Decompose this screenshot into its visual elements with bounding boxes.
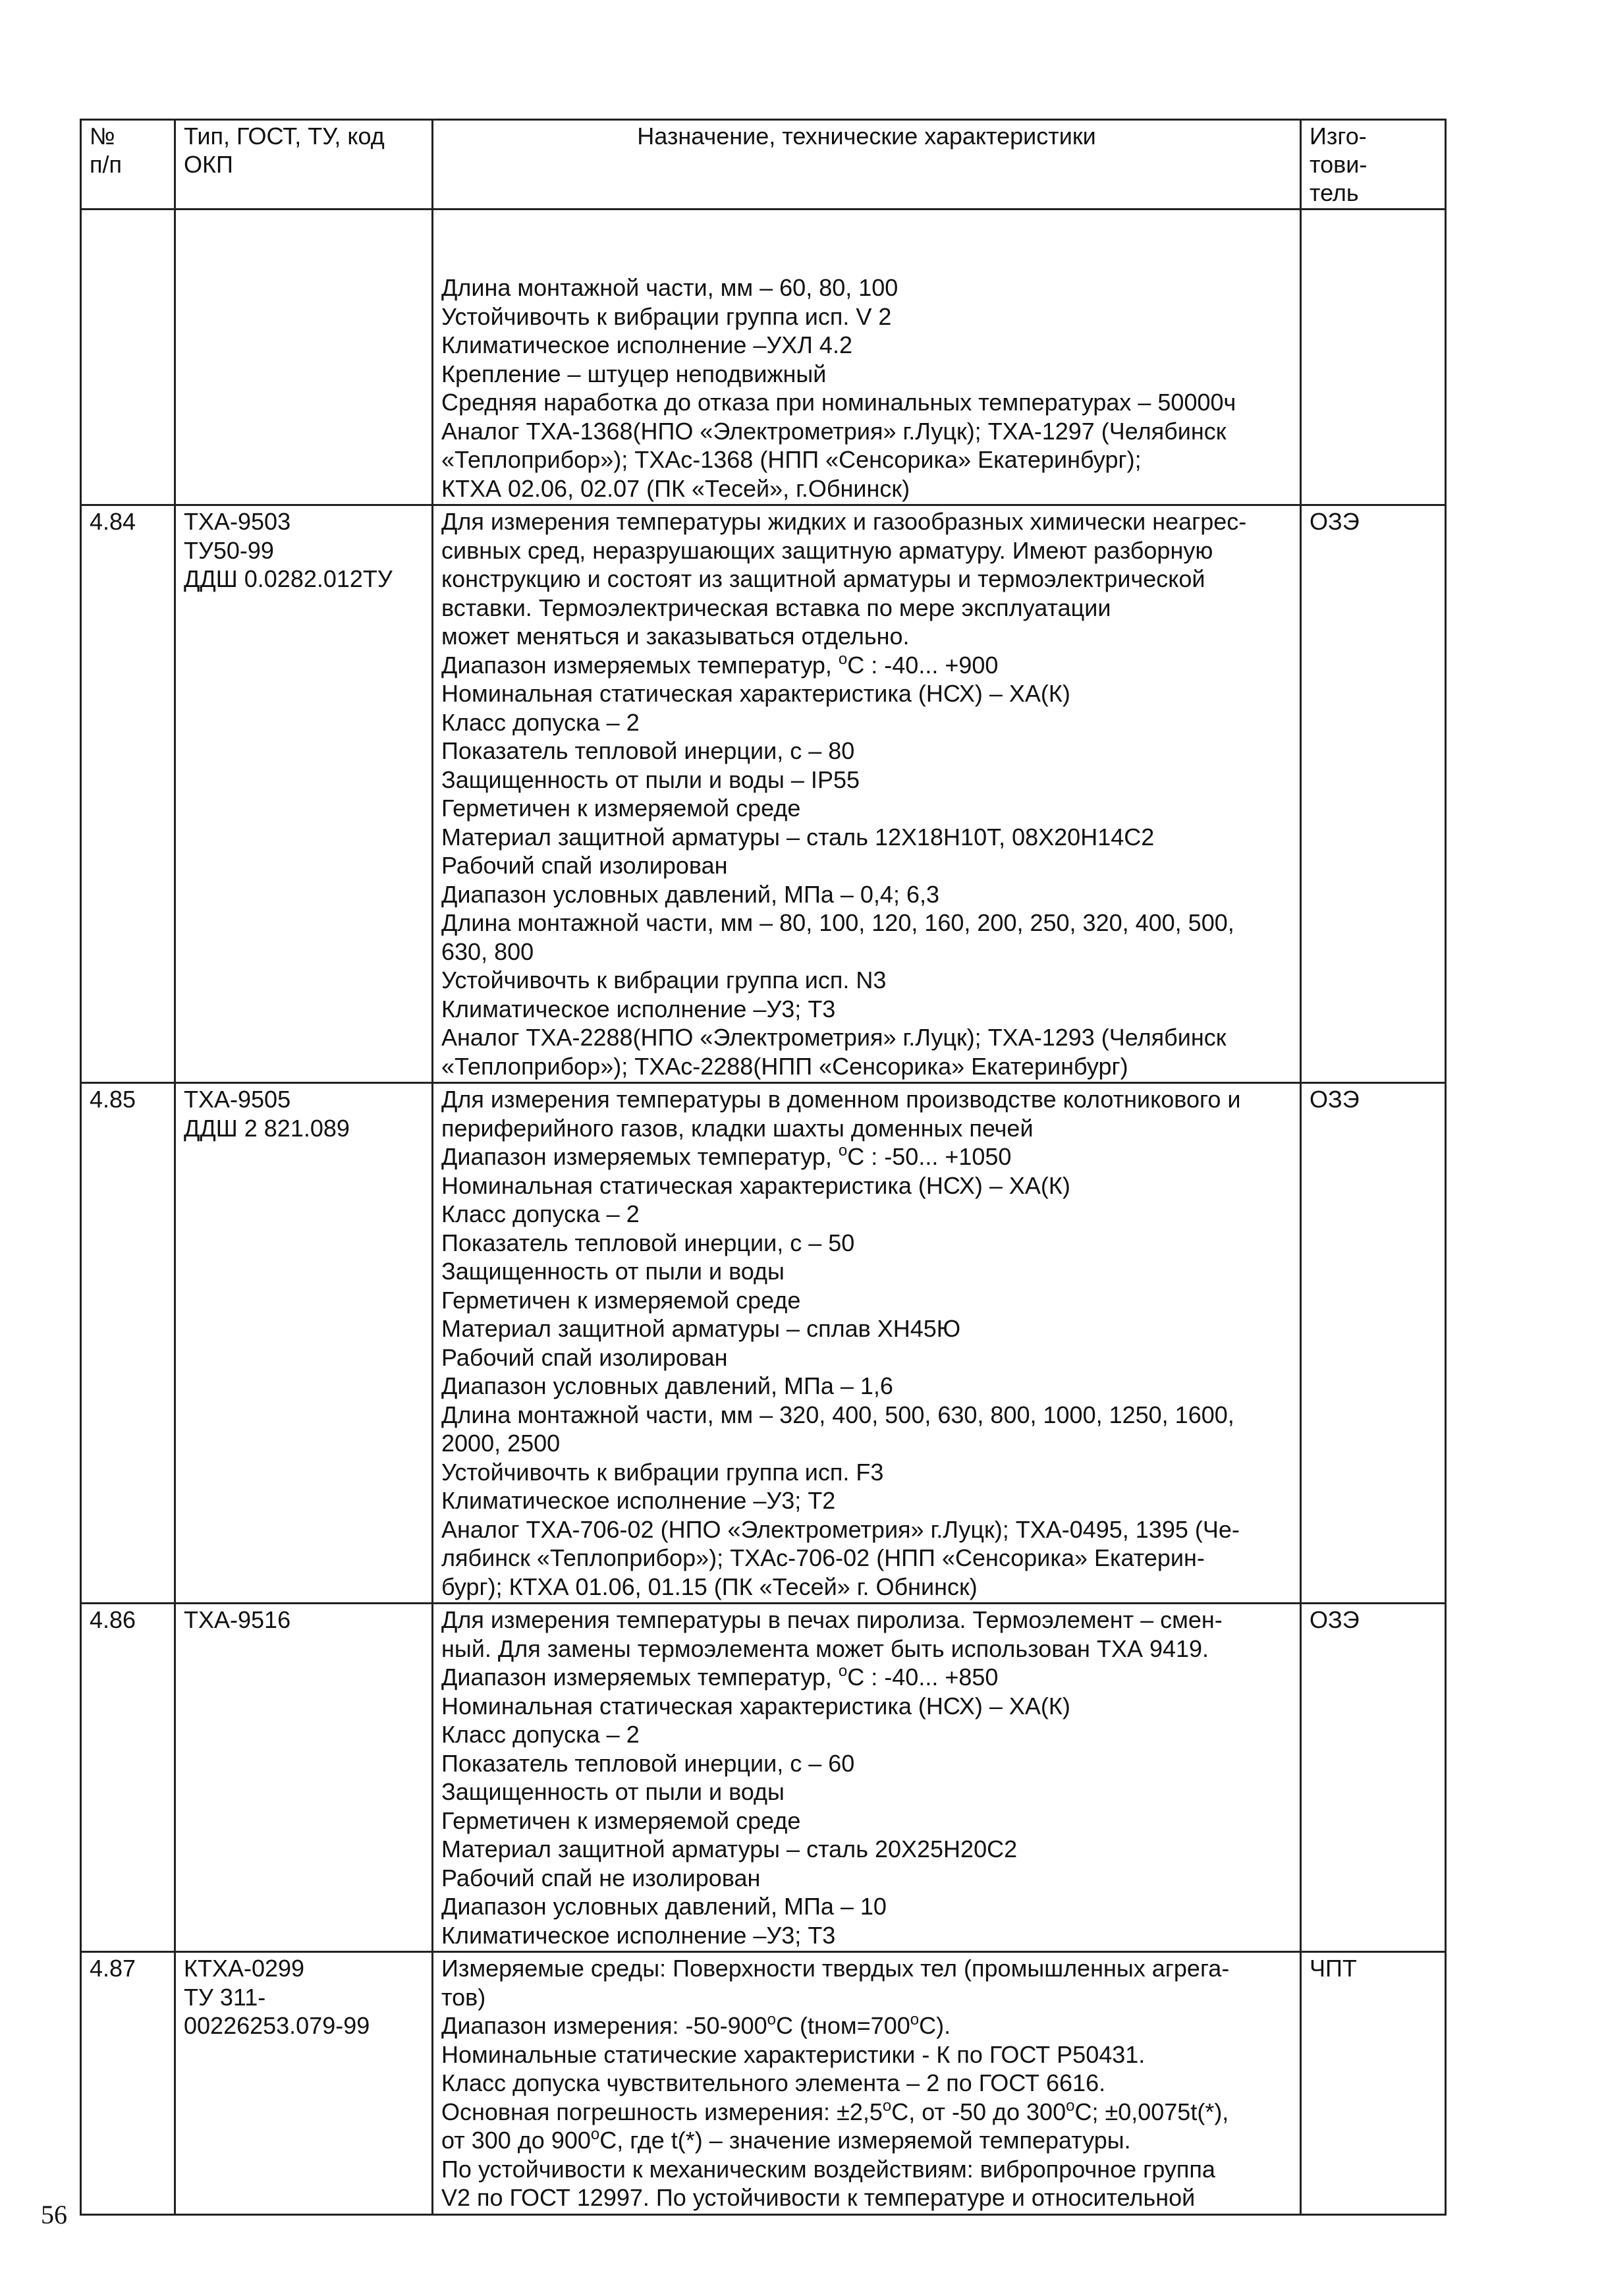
description-line: Рабочий спай изолирован xyxy=(441,852,728,879)
description-line: 630, 800 xyxy=(441,938,534,965)
row-type xyxy=(175,1083,433,1604)
description-line: бург); КТХА 01.06, 01.15 (ПК «Тесей» г. Обнинск) xyxy=(441,1573,978,1600)
table-header-row xyxy=(81,120,1446,210)
row-description xyxy=(433,210,1301,505)
description-line: Для измерения температуры в доменном производстве колотникового и xyxy=(441,1086,1241,1113)
description-line: Диапазон условных давлений, МПа – 10 xyxy=(441,1893,887,1920)
description-line: Показатель тепловой инерции, с – 60 xyxy=(441,1749,855,1777)
description-line: Номинальная статическая характеристика (НСХ) – ХА(К) xyxy=(441,680,1070,707)
row-manufacturer: ОЗЭ xyxy=(1301,505,1446,1083)
table-row xyxy=(81,1952,1446,2215)
table-body xyxy=(81,210,1446,2215)
description-line: Аналог ТХА-1368(НПО «Электрометрия» г.Луцк); ТХА-1297 (Челябинск xyxy=(441,417,1227,445)
row-number: 4.87 xyxy=(81,1952,175,2215)
description-line: Герметичен к измеряемой среде xyxy=(441,1286,801,1314)
description-line: Диапазон измеряемых температур, $^o$С : -50... +1050 xyxy=(441,1142,1012,1170)
description-line: Для измерения температуры в печах пиролиза. Термоэлемент – смен- xyxy=(441,1606,1223,1633)
description-line: Основная погрешность измерения: $\pm 2,5^oС$, от -50 до $300^oС$; ±0,0075t(*), xyxy=(441,2096,1229,2125)
description-line: Крепление – штуцер неподвижный xyxy=(441,360,827,387)
description-line: Герметичен к измеряемой среде xyxy=(441,1806,801,1834)
table-row xyxy=(81,505,1446,1083)
row-number: 4.84 xyxy=(81,505,175,1083)
type-line: ТУ 311- xyxy=(184,1983,266,2011)
row-type xyxy=(175,505,433,1083)
description-line: Устойчивочть к вибрации группа исп. N3 xyxy=(441,966,887,994)
row-type xyxy=(175,210,433,505)
description-line: конструкцию и состоят из защитной арматуры и термоэлектрической xyxy=(441,565,1205,592)
type-line: ТУ50-99 xyxy=(184,536,274,564)
description-line: Защищенность от пыли и воды xyxy=(441,1778,785,1805)
description-line: Средняя наработка до отказа при номинальных температурах – 50000ч xyxy=(441,389,1236,416)
header-description xyxy=(433,120,1301,210)
description-line: Материал защитной арматуры – сталь 12Х18Н10Т, 08Х20Н14С2 xyxy=(441,823,1155,851)
header-number-line: п/п xyxy=(90,151,122,178)
type-line: ДДШ 0.0282.012ТУ xyxy=(184,565,393,592)
header-type-line: ОКП xyxy=(184,151,233,178)
description-line: Герметичен к измеряемой среде xyxy=(441,795,801,822)
row-manufacturer xyxy=(1301,210,1446,505)
row-description xyxy=(433,505,1301,1083)
row-number: 4.85 xyxy=(81,1083,175,1604)
row-number xyxy=(81,210,175,505)
description-line: ный. Для замены термоэлемента может быть использован ТХА 9419. xyxy=(441,1635,1209,1662)
description-line: Рабочий спай не изолирован xyxy=(441,1864,761,1891)
description-line: Номинальная статическая характеристика (НСХ) – ХА(К) xyxy=(441,1692,1070,1720)
description-line: Диапазон условных давлений, МПа – 0,4; 6,3 xyxy=(441,880,939,908)
type-line: 00226253.079-99 xyxy=(184,2012,370,2039)
header-type xyxy=(175,120,433,210)
header-number xyxy=(81,120,175,210)
description-line: Измеряемые среды: Поверхности твердых тел (промышленных агрега- xyxy=(441,1955,1230,1982)
description-line: Класс допуска чувствительного элемента – 2 по ГОСТ 6616. xyxy=(441,2069,1106,2096)
header-manufacturer-line: тель xyxy=(1310,179,1359,206)
description-line: «Теплоприбор»); ТХАс-2288(НПП «Сенсорика» Екатеринбург) xyxy=(441,1052,1128,1080)
table-row xyxy=(81,1604,1446,1952)
row-description xyxy=(433,1604,1301,1952)
description-line: Устойчивочть к вибрации группа исп. F3 xyxy=(441,1458,884,1486)
type-line: ДДШ 2 821.089 xyxy=(184,1114,350,1142)
description-line: Материал защитной арматуры – сталь 20Х25Н20С2 xyxy=(441,1835,1018,1862)
row-description xyxy=(433,1952,1301,2215)
type-line: ТХА-9505 xyxy=(184,1086,291,1113)
description-line: По устойчивости к механическим воздействиям: вибропрочное группа xyxy=(441,2155,1215,2183)
description-line: Климатическое исполнение –У3; Т3 xyxy=(441,1921,836,1949)
header-description-text: Назначение, технические характеристики xyxy=(637,123,1096,150)
description-line: Климатическое исполнение –УХЛ 4.2 xyxy=(441,331,852,358)
type-line: КТХА-0299 xyxy=(184,1955,305,1982)
header-manufacturer-line: Изго- xyxy=(1310,123,1367,150)
description-line: Номинальная статическая характеристика (НСХ) – ХА(К) xyxy=(441,1171,1070,1199)
specification-table xyxy=(80,119,1447,2216)
description-line: Диапазон измерения: -50-900$^o$С $(tном=700^oС)$. xyxy=(441,2011,951,2039)
description-line: Класс допуска – 2 xyxy=(441,708,640,736)
description-line: V2 по ГОСТ 12997. По устойчивости к температуре и относительной xyxy=(441,2184,1196,2211)
description-line: Номинальные статические характеристики - К по ГОСТ Р50431. xyxy=(441,2040,1146,2068)
type-line: ТХА-9503 xyxy=(184,508,291,535)
description-line: Для измерения температуры жидких и газообразных химически неагрес- xyxy=(441,508,1247,535)
description-line: вставки. Термоэлектрическая вставка по мере эксплуатации xyxy=(441,594,1111,621)
table-row xyxy=(81,210,1446,505)
description-line: Диапазон измеряемых температур, $^o$С : -40... +900 xyxy=(441,650,999,679)
description-line: Класс допуска – 2 xyxy=(441,1721,640,1748)
description-line: Аналог ТХА-2288(НПО «Электрометрия» г.Луцк); ТХА-1293 (Челябинск xyxy=(441,1024,1227,1051)
row-type xyxy=(175,1952,433,2215)
description-line: сивных сред, неразрушающих защитную арматуру. Имеют разборную xyxy=(441,536,1213,564)
description-line: Длина монтажной части, мм – 320, 400, 500, 630, 800, 1000, 1250, 1600, xyxy=(441,1401,1234,1428)
header-type-line: Тип, ГОСТ, ТУ, код xyxy=(184,123,385,150)
table-row xyxy=(81,1083,1446,1604)
description-line: 2000, 2500 xyxy=(441,1430,561,1457)
description-line: Климатическое исполнение –У3; Т2 xyxy=(441,1487,836,1514)
description-line: Защищенность от пыли и воды – IP55 xyxy=(441,766,860,793)
description-line: Устойчивочть к вибрации группа исп. V 2 xyxy=(441,302,892,330)
description-line: Длина монтажной части, мм – 80, 100, 120, 160, 200, 250, 320, 400, 500, xyxy=(441,909,1234,936)
header-manufacturer xyxy=(1301,120,1446,210)
description-line: Длина монтажной части, мм – 60, 80, 100 xyxy=(441,274,898,301)
row-description xyxy=(433,1083,1301,1604)
description-line: Класс допуска – 2 xyxy=(441,1200,640,1227)
description-line: лябинск «Теплоприбор»); ТХАс-706-02 (НПП «Сенсорика» Екатерин- xyxy=(441,1544,1205,1571)
row-type xyxy=(175,1604,433,1952)
description-line: Показатель тепловой инерции, с – 80 xyxy=(441,737,855,764)
row-number: 4.86 xyxy=(81,1604,175,1952)
description-line: периферийного газов, кладки шахты доменных печей xyxy=(441,1114,1034,1142)
description-line: Рабочий спай изолирован xyxy=(441,1343,728,1371)
header-manufacturer-line: тови- xyxy=(1310,151,1367,178)
description-line: КТХА 02.06, 02.07 (ПК «Тесей», г.Обнинск) xyxy=(441,474,910,502)
description-line: Показатель тепловой инерции, с – 50 xyxy=(441,1229,855,1256)
description-line: Климатическое исполнение –У3; Т3 xyxy=(441,995,836,1022)
description-line: «Теплоприбор»); ТХАс-1368 (НПП «Сенсорика» Екатеринбург); xyxy=(441,446,1142,473)
header-number-line: № xyxy=(90,123,115,150)
description-line: Диапазон измеряемых температур, $^o$С : -40... +850 xyxy=(441,1662,999,1691)
description-line: Диапазон условных давлений, МПа – 1,6 xyxy=(441,1372,893,1399)
description-line: Защищенность от пыли и воды xyxy=(441,1258,785,1285)
row-manufacturer: ЧПТ xyxy=(1301,1952,1446,2215)
row-manufacturer: ОЗЭ xyxy=(1301,1083,1446,1604)
description-line: от 300 до 900$^o$С, где t(*) – значение измеряемой температуры. xyxy=(441,2125,1131,2154)
description-line: может меняться и заказываться отдельно. xyxy=(441,623,910,650)
description-line: Аналог ТХА-706-02 (НПО «Электрометрия» г.Луцк); ТХА-0495, 1395 (Че- xyxy=(441,1515,1240,1543)
description-line: тов) xyxy=(441,1983,486,2011)
type-line: ТХА-9516 xyxy=(184,1606,291,1633)
row-manufacturer: ОЗЭ xyxy=(1301,1604,1446,1952)
page-number: 56 xyxy=(41,2200,67,2229)
description-line: Материал защитной арматуры – сплав ХН45Ю xyxy=(441,1315,961,1342)
